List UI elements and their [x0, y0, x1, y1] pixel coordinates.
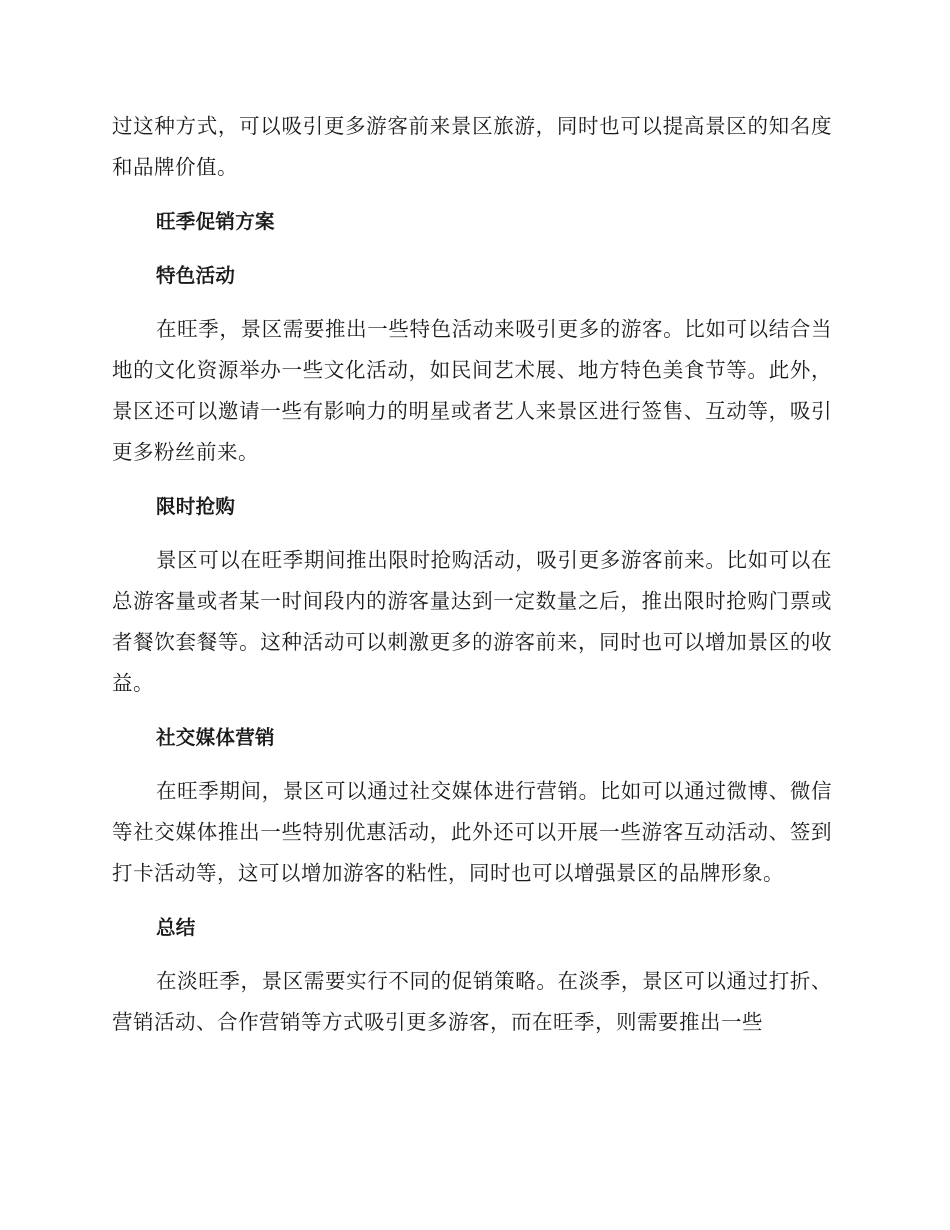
summary-body: 在淡旺季，景区需要实行不同的促销策略。在淡季，景区可以通过打折、营销活动、合作营销等方式吸引更多游客，而在旺季，则需要推出一些 — [112, 969, 832, 1034]
subsection-body-flash-sale: 景区可以在旺季期间推出限时抢购活动，吸引更多游客前来。比如可以在总游客量或者某一时间段内的游客量达到一定数量之后，推出限时抢购门票或者餐饮套餐等。这种活动可以刺激更多的游客前来，同时也可以增加景区的收益。 — [112, 548, 832, 695]
section-title: 旺季促销方案 — [156, 210, 275, 233]
subsection-heading-special-events: 特色活动 — [156, 264, 236, 287]
summary-heading: 总结 — [156, 916, 196, 939]
subsection-heading-social-media: 社交媒体营销 — [156, 726, 275, 749]
subsection-body-special-events: 在旺季，景区需要推出一些特色活动来吸引更多的游客。比如可以结合当地的文化资源举办一些文化活动，如民间艺术展、地方特色美食节等。此外，景区还可以邀请一些有影响力的明星或者艺人来景区进行签售、互动等，吸引更多粉丝前来。 — [112, 317, 832, 464]
document-page — [112, 106, 832, 1043]
intro-continuation-paragraph: 过这种方式，可以吸引更多游客前来景区旅游，同时也可以提高景区的知名度和品牌价值。 — [112, 114, 832, 179]
subsection-heading-flash-sale: 限时抢购 — [156, 495, 236, 518]
subsection-body-social-media: 在旺季期间，景区可以通过社交媒体进行营销。比如可以通过微博、微信等社交媒体推出一些特别优惠活动，此外还可以开展一些游客互动活动、签到打卡活动等，这可以增加游客的粘性，同时也可以增强景区的品牌形象。 — [112, 779, 832, 885]
